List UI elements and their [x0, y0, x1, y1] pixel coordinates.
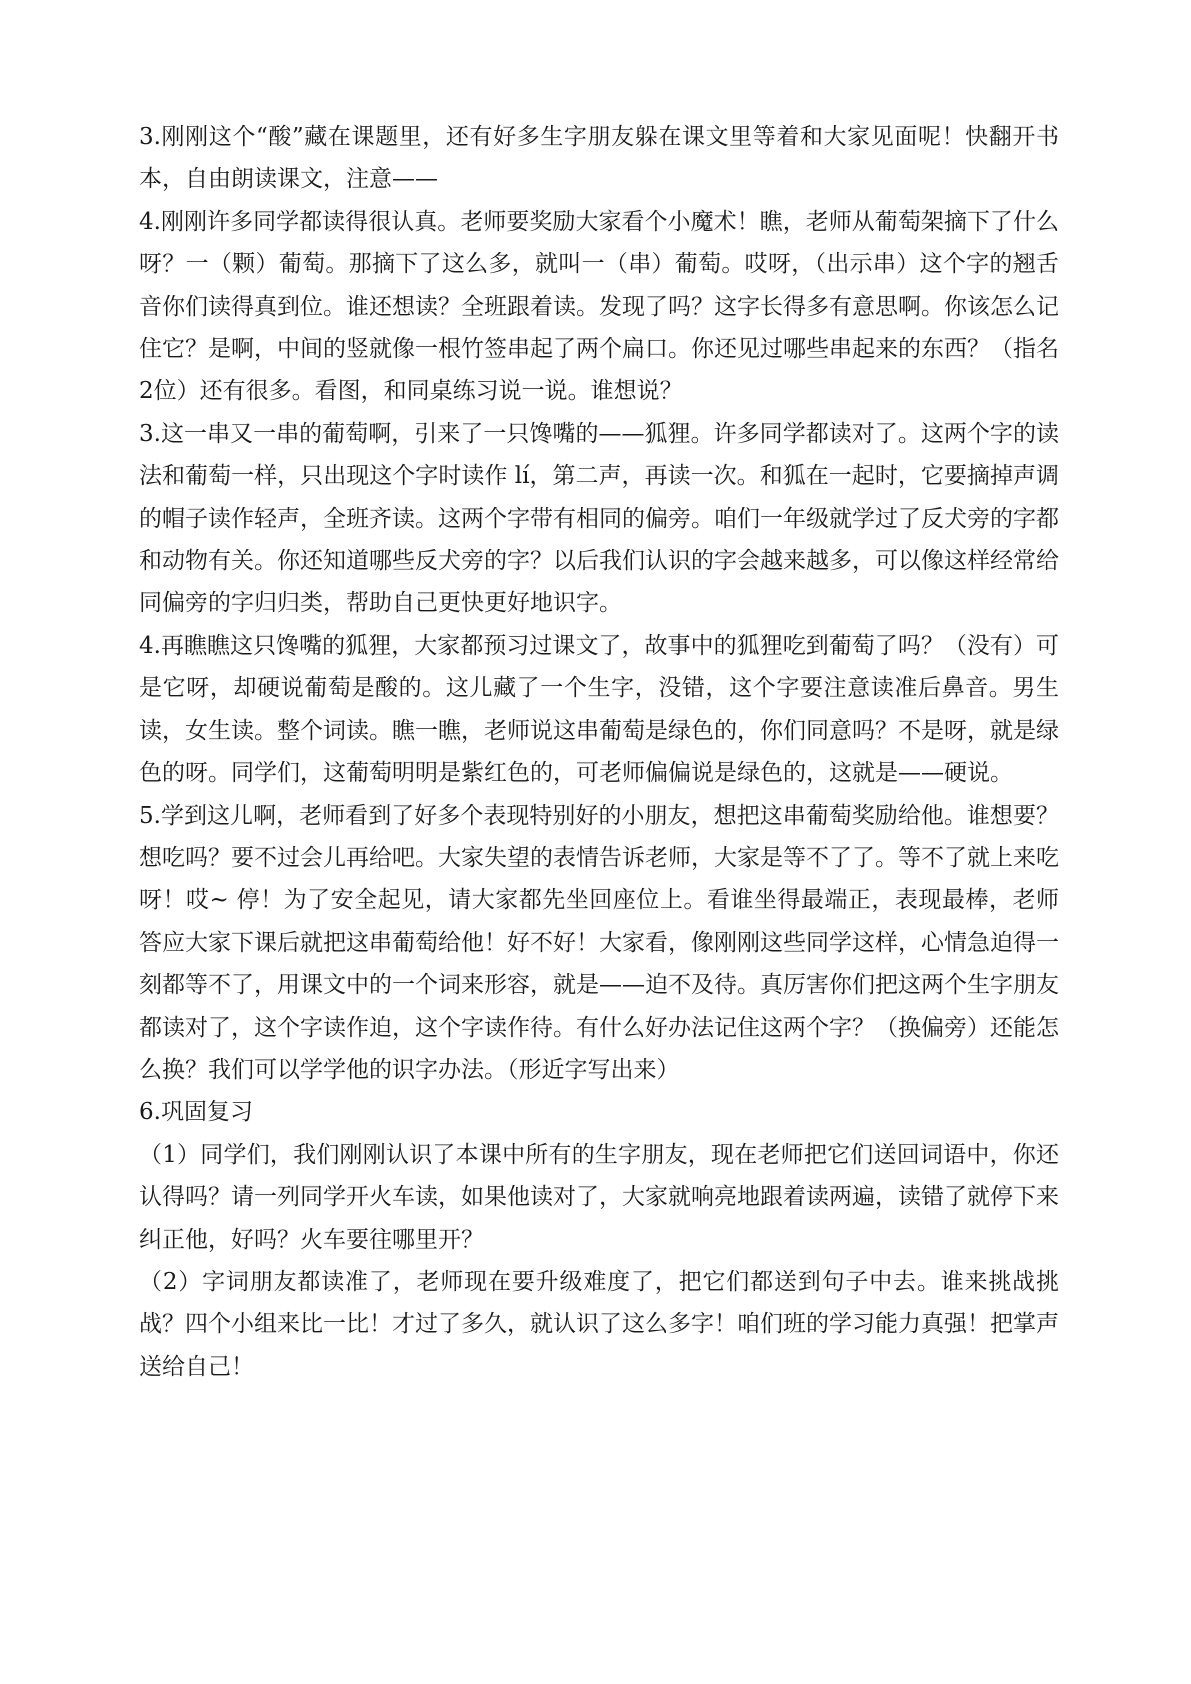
paragraph-step-3-fox: 3.这一串又一串的葡萄啊，引来了一只馋嘴的——狐狸。许多同学都读对了。这两个字的读法和葡萄一样，只出现这个字时读作 lí，第二声，再读一次。和狐在一起时，它要摘掉声调的帽子读作轻声，全班齐读。这两个字带有相同的偏旁。咱们一年级就学过了反犬旁的字都和动物有关。你还知道哪些反犬旁的字？以后我们认识的字会越来越多，可以像这样经常给同偏旁的字归归类，帮助自己更快更好地识字。: [139, 420, 1059, 617]
paragraph-step-4-fox-grapes: 4.再瞧瞧这只馋嘴的狐狸，大家都预习过课文了，故事中的狐狸吃到葡萄了吗？（没有）可是它呀，却硬说葡萄是酸的。这儿藏了一个生字，没错，这个字要注意读准后鼻音。男生读，女生读。整个词读。瞧一瞧，老师说这串葡萄是绿色的，你们同意吗？不是呀，就是绿色的呀。同学们，这葡萄明明是紫红色的，可老师偏偏说是绿色的，这就是——硬说。: [139, 632, 1059, 787]
paragraph-review-1: （1）同学们，我们刚刚认识了本课中所有的生字朋友，现在老师把它们送回词语中，你还认得吗？请一列同学开火车读，如果他读对了，大家就响亮地跟着读两遍，读错了就停下来纠正他，好吗？火车要往哪里开？: [139, 1141, 1059, 1253]
paragraph-step-6-heading: 6.巩固复习: [139, 1099, 253, 1126]
paragraph-step-3-intro: 3.刚刚这个“酸”藏在课题里，还有好多生字朋友躲在课文里等着和大家见面呢！快翻开书本，自由朗读课文，注意——: [139, 124, 1059, 193]
paragraph-step-5-reward: 5.学到这儿啊，老师看到了好多个表现特别好的小朋友，想把这串葡萄奖励给他。谁想要？想吃吗？要不过会儿再给吧。大家失望的表情告诉老师，大家是等不了了。等不了就上来吃呀！哎~ 停！为了安全起见，请大家都先坐回座位上。看谁坐得最端正，表现最棒，老师答应大家下课后就把这串葡萄给他！好不好！大家看，像刚刚这些同学这样，心情急迫得一刻都等不了，用课文中的一个词来形容，就是——迫不及待。真厉害你们把这两个生字朋友都读对了，这个字读作迫，这个字读作待。有什么好办法记住这两个字？（换偏旁）还能怎么换？我们可以学学他的识字办法。（形近字写出来）: [139, 802, 1059, 1083]
document-body: [139, 116, 1059, 1388]
paragraph-review-2: （2）字词朋友都读准了，老师现在要升级难度了，把它们都送到句子中去。谁来挑战挑战？四个小组来比一比！才过了多久，就认识了这么多字！咱们班的学习能力真强！把掌声送给自己！: [139, 1268, 1059, 1380]
paragraph-step-4-magic: 4.刚刚许多同学都读得很认真。老师要奖励大家看个小魔术！瞧，老师从葡萄架摘下了什么呀？一（颗）葡萄。那摘下了这么多，就叫一（串）葡萄。哎呀，（出示串）这个字的翘舌音你们读得真到位。谁还想读？全班跟着读。发现了吗？这字长得多有意思啊。你该怎么记住它？是啊，中间的竖就像一根竹签串起了两个扁口。你还见过哪些串起来的东西？（指名2位）还有很多。看图，和同桌练习说一说。谁想说？: [139, 208, 1059, 405]
